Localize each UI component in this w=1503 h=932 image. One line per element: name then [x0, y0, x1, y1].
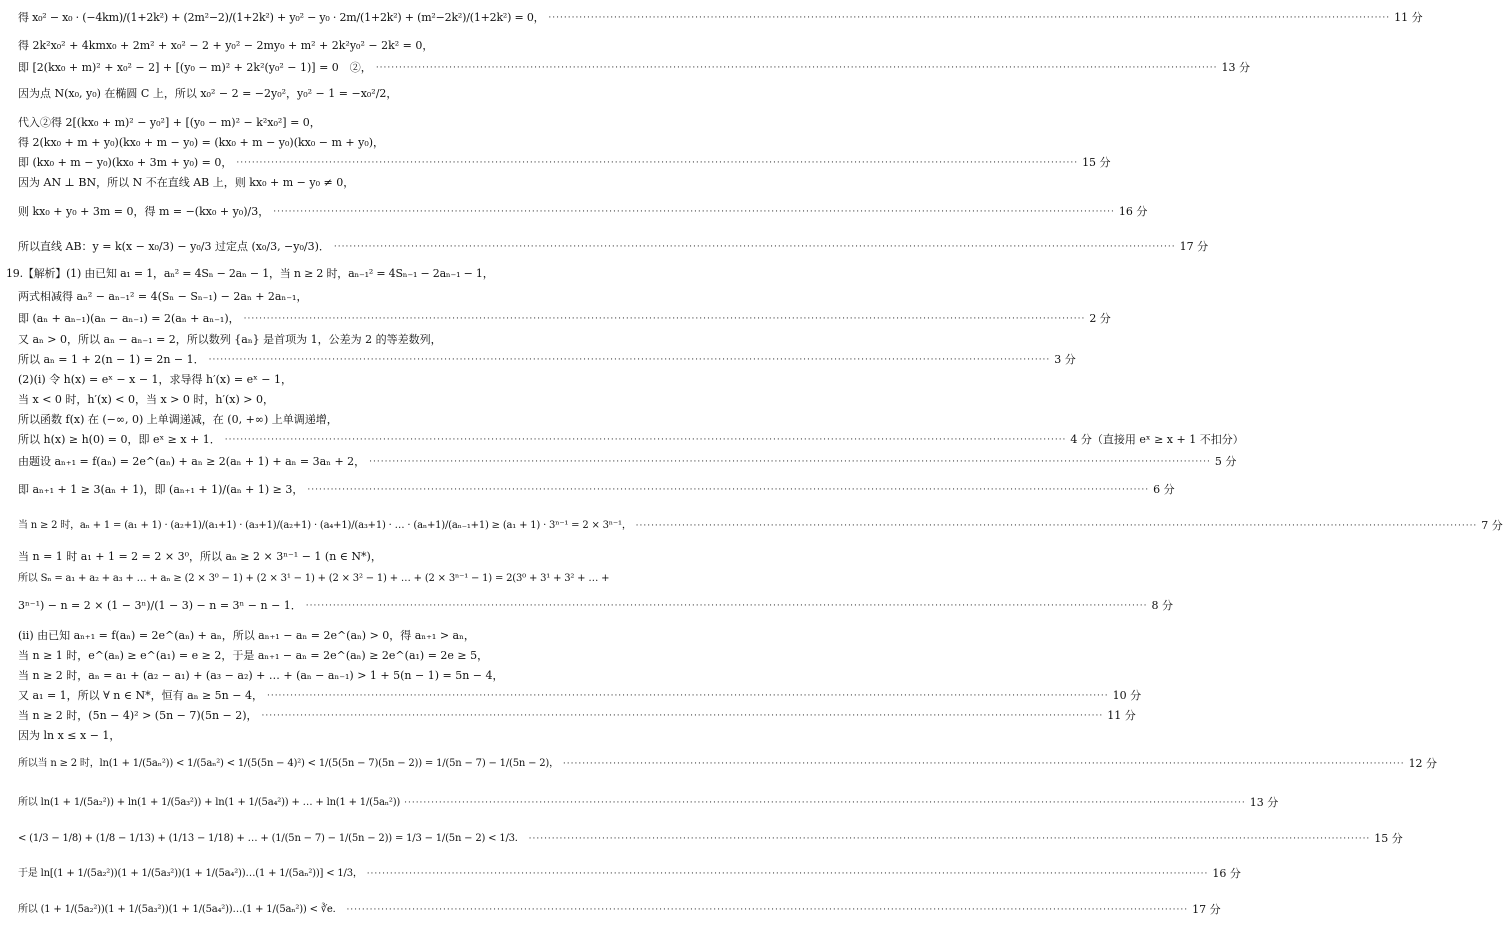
- line-28: [18, 669, 680, 683]
- score-mark: 13 分: [1221, 61, 1250, 74]
- score-mark: 17 分: [1179, 240, 1209, 253]
- line-27: [18, 649, 680, 663]
- leader-dots: [209, 353, 1051, 367]
- leader-dots: [236, 156, 1078, 170]
- line-text: 所以直线 AB：y = k(x − x₀/3) − y₀/3 过定点 (x₀/3, −y₀/3)．: [18, 240, 330, 253]
- line-text: 当 n ≥ 2 时，aₙ = a₁ + (a₂ − a₁) + (a₃ − a₂) + … + (aₙ − aₙ₋₁) > 1 + 5(n − 1) = 5n − 4，: [18, 669, 504, 682]
- score-mark: 11 分: [1107, 709, 1136, 722]
- line-19: [18, 433, 1244, 447]
- line-text: 所以 (1 + 1/(5a₂²))(1 + 1/(5a₃²))(1 + 1/(5a₄²))…(1 + 1/(5aₙ²)) < ∛e．: [18, 904, 343, 915]
- line-36: [18, 902, 1221, 918]
- line-26: [18, 629, 680, 643]
- line-2: [18, 39, 680, 53]
- leader-dots: [244, 312, 1086, 326]
- leader-dots: [334, 239, 1176, 255]
- line-4: [18, 86, 680, 102]
- line-23: [18, 550, 680, 564]
- score-mark: 13 分: [1249, 796, 1279, 809]
- line-13: [18, 312, 1111, 326]
- score-mark: 16 分: [1118, 205, 1148, 218]
- line-9: [18, 204, 1148, 220]
- leader-dots: [563, 756, 1405, 772]
- line-text: 当 x < 0 时，h′(x) < 0，当 x > 0 时，h′(x) > 0，: [18, 393, 274, 406]
- line-15: [18, 353, 1076, 367]
- leader-dots: [367, 866, 1209, 882]
- line-11: [6, 267, 680, 281]
- line-text: 于是 ln[(1 + 1/(5a₂²))(1 + 1/(5a₃²))(1 + 1/(5a₄²))…(1 + 1/(5aₙ²))] < 1/3，: [18, 868, 363, 879]
- line-text: 所以 aₙ = 1 + 2(n − 1) = 2n − 1．: [18, 353, 205, 366]
- line-text: 即 [2(kx₀ + m)² + x₀² − 2] + [(y₀ − m)² + 2k²(y₀² − 1)] = 0 ②，: [18, 61, 372, 74]
- score-mark: 15 分: [1082, 156, 1111, 169]
- line-text: 当 n = 1 时 a₁ + 1 = 2 = 2 × 3⁰，所以 aₙ ≥ 2 × 3ⁿ⁻¹ − 1 (n ∈ N*)，: [18, 550, 382, 563]
- line-text: 得 2(kx₀ + m + y₀)(kx₀ + m − y₀) = (kx₀ + m − y₀)(kx₀ − m + y₀)，: [18, 136, 385, 149]
- leader-dots: [262, 709, 1104, 723]
- leader-dots: [306, 598, 1148, 614]
- line-text: 又 a₁ = 1，所以 ∀ n ∈ N*，恒有 aₙ ≥ 5n − 4，: [18, 689, 263, 702]
- line-text: 得 x₀² − x₀ · (−4km)/(1+2k²) + (2m²−2)/(1+2k²) + y₀² − y₀ · 2m/(1+2k²) + (m²−2k²)/(1+2k²) = 0，: [18, 11, 545, 24]
- score-mark: 12 分: [1408, 757, 1438, 770]
- line-6: [18, 136, 680, 150]
- leader-dots: [225, 433, 1067, 447]
- line-text: 所以 h(x) ≥ h(0) = 0，即 eˣ ≥ x + 1．: [18, 433, 221, 446]
- leader-dots: [529, 831, 1371, 847]
- score-mark: 7 分: [1481, 519, 1503, 532]
- line-35: [18, 866, 1241, 882]
- line-text: (2)(ⅰ) 令 h(x) = eˣ − x − 1，求导得 h′(x) = eˣ − 1，: [18, 373, 293, 386]
- line-21: [18, 482, 1175, 498]
- score-mark: 2 分: [1089, 312, 1111, 325]
- line-text: (ⅱ) 由已知 aₙ₊₁ = f(aₙ) = 2e^(aₙ) + aₙ，所以 aₙ₊₁ − aₙ = 2e^(aₙ) > 0，得 aₙ₊₁ > aₙ，: [18, 629, 475, 642]
- score-mark: 6 分: [1153, 483, 1175, 496]
- line-25: [18, 598, 1173, 614]
- line-10: [18, 239, 1209, 255]
- line-text: 所以当 n ≥ 2 时，ln(1 + 1/(5aₙ²)) < 1/(5aₙ²) < 1/(5(5n − 4)²) < 1/(5(5n − 7)(5n − 2)) = 1/(5n − 7) − 1/(5n − 2)，: [18, 758, 559, 769]
- line-34: [18, 831, 1403, 847]
- line-29: [18, 689, 1142, 703]
- line-text: 因为 AN ⊥ BN，所以 N 不在直线 AB 上，则 kx₀ + m − y₀ ≠ 0，: [18, 176, 355, 189]
- score-mark: 5 分: [1214, 455, 1237, 468]
- line-text: 即 (aₙ + aₙ₋₁)(aₙ − aₙ₋₁) = 2(aₙ + aₙ₋₁)，: [18, 312, 240, 325]
- line-text: 两式相减得 aₙ² − aₙ₋₁² = 4(Sₙ − Sₙ₋₁) − 2aₙ + 2aₙ₋₁，: [18, 290, 308, 303]
- line-16: [18, 373, 680, 387]
- line-text: 则 kx₀ + y₀ + 3m = 0，得 m = −(kx₀ + y₀)/3，: [18, 205, 270, 218]
- leader-dots: [307, 482, 1149, 498]
- leader-dots: [548, 10, 1390, 26]
- line-5: [18, 116, 680, 130]
- leader-dots: [369, 455, 1211, 469]
- line-30: [18, 709, 1136, 723]
- leader-dots: [346, 902, 1188, 918]
- line-text: 又 aₙ > 0，所以 aₙ − aₙ₋₁ = 2，所以数列 {aₙ} 是首项为 1，公差为 2 的等差数列，: [18, 333, 442, 346]
- score-mark: 16 分: [1212, 867, 1241, 880]
- line-8: [18, 176, 680, 190]
- line-text: 得 2k²x₀² + 4kmx₀ + 2m² + x₀² − 2 + y₀² − 2my₀ + m² + 2k²y₀² − 2k² = 0，: [18, 39, 434, 52]
- line-14: [18, 333, 680, 347]
- leader-dots: [636, 518, 1478, 534]
- line-12: [18, 290, 680, 304]
- line-18: [18, 413, 680, 427]
- line-text: 3ⁿ⁻¹) − n = 2 × (1 − 3ⁿ)/(1 − 3) − n = 3ⁿ − n − 1．: [18, 599, 302, 612]
- line-20: [18, 455, 1237, 469]
- line-32: [18, 756, 1438, 772]
- line-text: 因为 ln x ≤ x − 1，: [18, 729, 121, 742]
- line-text: 当 n ≥ 2 时，(5n − 4)² > (5n − 7)(5n − 2)，: [18, 709, 258, 722]
- score-mark: 4 分（直接用 eˣ ≥ x + 1 不扣分）: [1070, 433, 1244, 446]
- line-text: 当 n ≥ 1 时，e^(aₙ) ≥ e^(a₁) = e ≥ 2，于是 aₙ₊₁ − aₙ = 2e^(aₙ) ≥ 2e^(a₁) = 2e ≥ 5，: [18, 649, 489, 662]
- line-text: 因为点 N(x₀, y₀) 在椭圆 C 上，所以 x₀² − 2 = −2y₀²，y₀² − 1 = −x₀²/2，: [18, 87, 398, 100]
- score-mark: 15 分: [1374, 832, 1403, 845]
- line-1: [18, 10, 1423, 26]
- line-text: 代入②得 2[(kx₀ + m)² − y₀²] + [(y₀ − m)² − k²x₀²] = 0，: [18, 116, 321, 129]
- leader-dots: [376, 61, 1218, 75]
- line-text: 19.【解析】(1) 由已知 a₁ = 1，aₙ² = 4Sₙ − 2aₙ − 1，当 n ≥ 2 时，aₙ₋₁² = 4Sₙ₋₁ − 2aₙ₋₁ − 1，: [6, 267, 494, 280]
- line-31: [18, 729, 680, 743]
- leader-dots: [404, 795, 1246, 811]
- line-text: 由题设 aₙ₊₁ = f(aₙ) = 2e^(aₙ) + aₙ ≥ 2(aₙ + 1) + aₙ = 3aₙ + 2，: [18, 455, 366, 468]
- line-text: < (1/3 − 1/8) + (1/8 − 1/13) + (1/13 − 1/18) + … + (1/(5n − 7) − 1/(5n − 2)) = 1/3 − 1/(5n − 2) < 1/3．: [18, 833, 525, 844]
- leader-dots: [267, 689, 1109, 703]
- line-text: 即 (kx₀ + m − y₀)(kx₀ + 3m + y₀) = 0，: [18, 156, 233, 169]
- line-24: [18, 572, 680, 586]
- line-22: [18, 518, 1503, 534]
- score-mark: 3 分: [1054, 353, 1076, 366]
- leader-dots: [273, 204, 1115, 220]
- line-text: 所以 Sₙ = a₁ + a₂ + a₃ + … + aₙ ≥ (2 × 3⁰ − 1) + (2 × 3¹ − 1) + (2 × 3² − 1) + … + (2 × 3ⁿ⁻¹ − 1) = 2(3⁰ + 3¹ + 3² + … +: [18, 573, 610, 584]
- line-text: 当 n ≥ 2 时，aₙ + 1 = (a₁ + 1) · (a₂+1)/(a₁+1) · (a₃+1)/(a₂+1) · (a₄+1)/(a₃+1) · … · (aₙ+1)/(aₙ₋₁+1) ≥ (a₁ + 1) · 3ⁿ⁻¹ = 2 × 3ⁿ⁻¹，: [18, 520, 632, 531]
- line-7: [18, 156, 1111, 170]
- score-mark: 11 分: [1394, 11, 1423, 24]
- line-text: 所以函数 f(x) 在 (−∞, 0) 上单调递减，在 (0, +∞) 上单调递增，: [18, 413, 338, 426]
- line-text: 即 aₙ₊₁ + 1 ≥ 3(aₙ + 1)，即 (aₙ₊₁ + 1)/(aₙ + 1) ≥ 3，: [18, 483, 304, 496]
- score-mark: 8 分: [1151, 599, 1173, 612]
- line-text: 所以 ln(1 + 1/(5a₂²)) + ln(1 + 1/(5a₃²)) + ln(1 + 1/(5a₄²)) + … + ln(1 + 1/(5aₙ²)): [18, 797, 401, 808]
- line-3: [18, 61, 1250, 75]
- line-17: [18, 393, 680, 407]
- score-mark: 17 分: [1192, 903, 1221, 916]
- score-mark: 10 分: [1112, 689, 1142, 702]
- line-33: [18, 795, 1279, 811]
